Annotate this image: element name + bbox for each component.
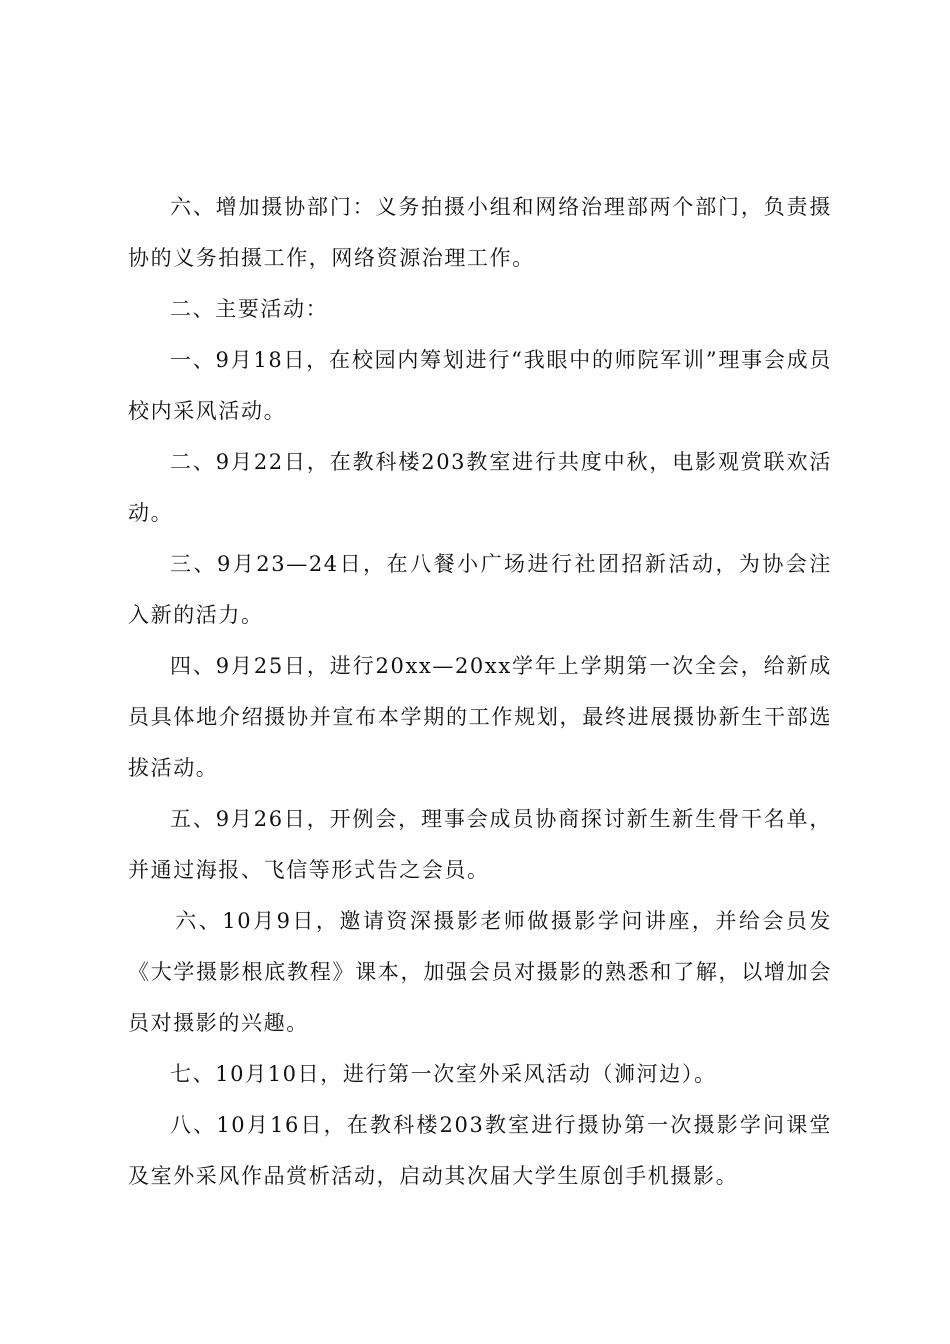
paragraph-activity-2: 二、9月22日，在教科楼203教室进行共度中秋，电影观赏联欢活动。	[128, 450, 832, 525]
paragraph-activity-1: 一、9月18日，在校园内筹划进行“我眼中的师院军训”理事会成员校内采风活动。	[128, 348, 832, 423]
section-heading-main-activities: 二、主要活动：	[170, 297, 329, 321]
paragraph-activity-7: 七、10月10日，进行第一次室外采风活动（浉河边）。	[170, 1062, 717, 1086]
paragraph-activity-8: 八、10月16日，在教科楼203教室进行摄协第一次摄影学问课堂及室外采风作品赏析活动，启动其次届大学生原创手机摄影。	[128, 1113, 832, 1188]
paragraph-activity-3: 三、9月23—24日，在八餐小广场进行社团招新活动，为协会注入新的活力。	[128, 552, 832, 627]
paragraph-departments: 六、增加摄协部门：义务拍摄小组和网络治理部两个部门，负责摄协的义务拍摄工作，网络资源治理工作。	[128, 195, 832, 270]
document-body	[128, 182, 832, 1202]
paragraph-activity-4: 四、9月25日，进行20xx—20xx学年上学期第一次全会，给新成员具体地介绍摄协并宣布本学期的工作规划，最终进展摄协新生干部选拔活动。	[128, 654, 832, 780]
paragraph-activity-6: 六、10月9日，邀请资深摄影老师做摄影学问讲座，并给会员发《大学摄影根底教程》课本，加强会员对摄影的熟悉和了解，以增加会员对摄影的兴趣。	[128, 909, 832, 1035]
paragraph-activity-5: 五、9月26日，开例会，理事会成员协商探讨新生新生骨干名单，并通过海报、飞信等形式告之会员。	[128, 807, 832, 882]
